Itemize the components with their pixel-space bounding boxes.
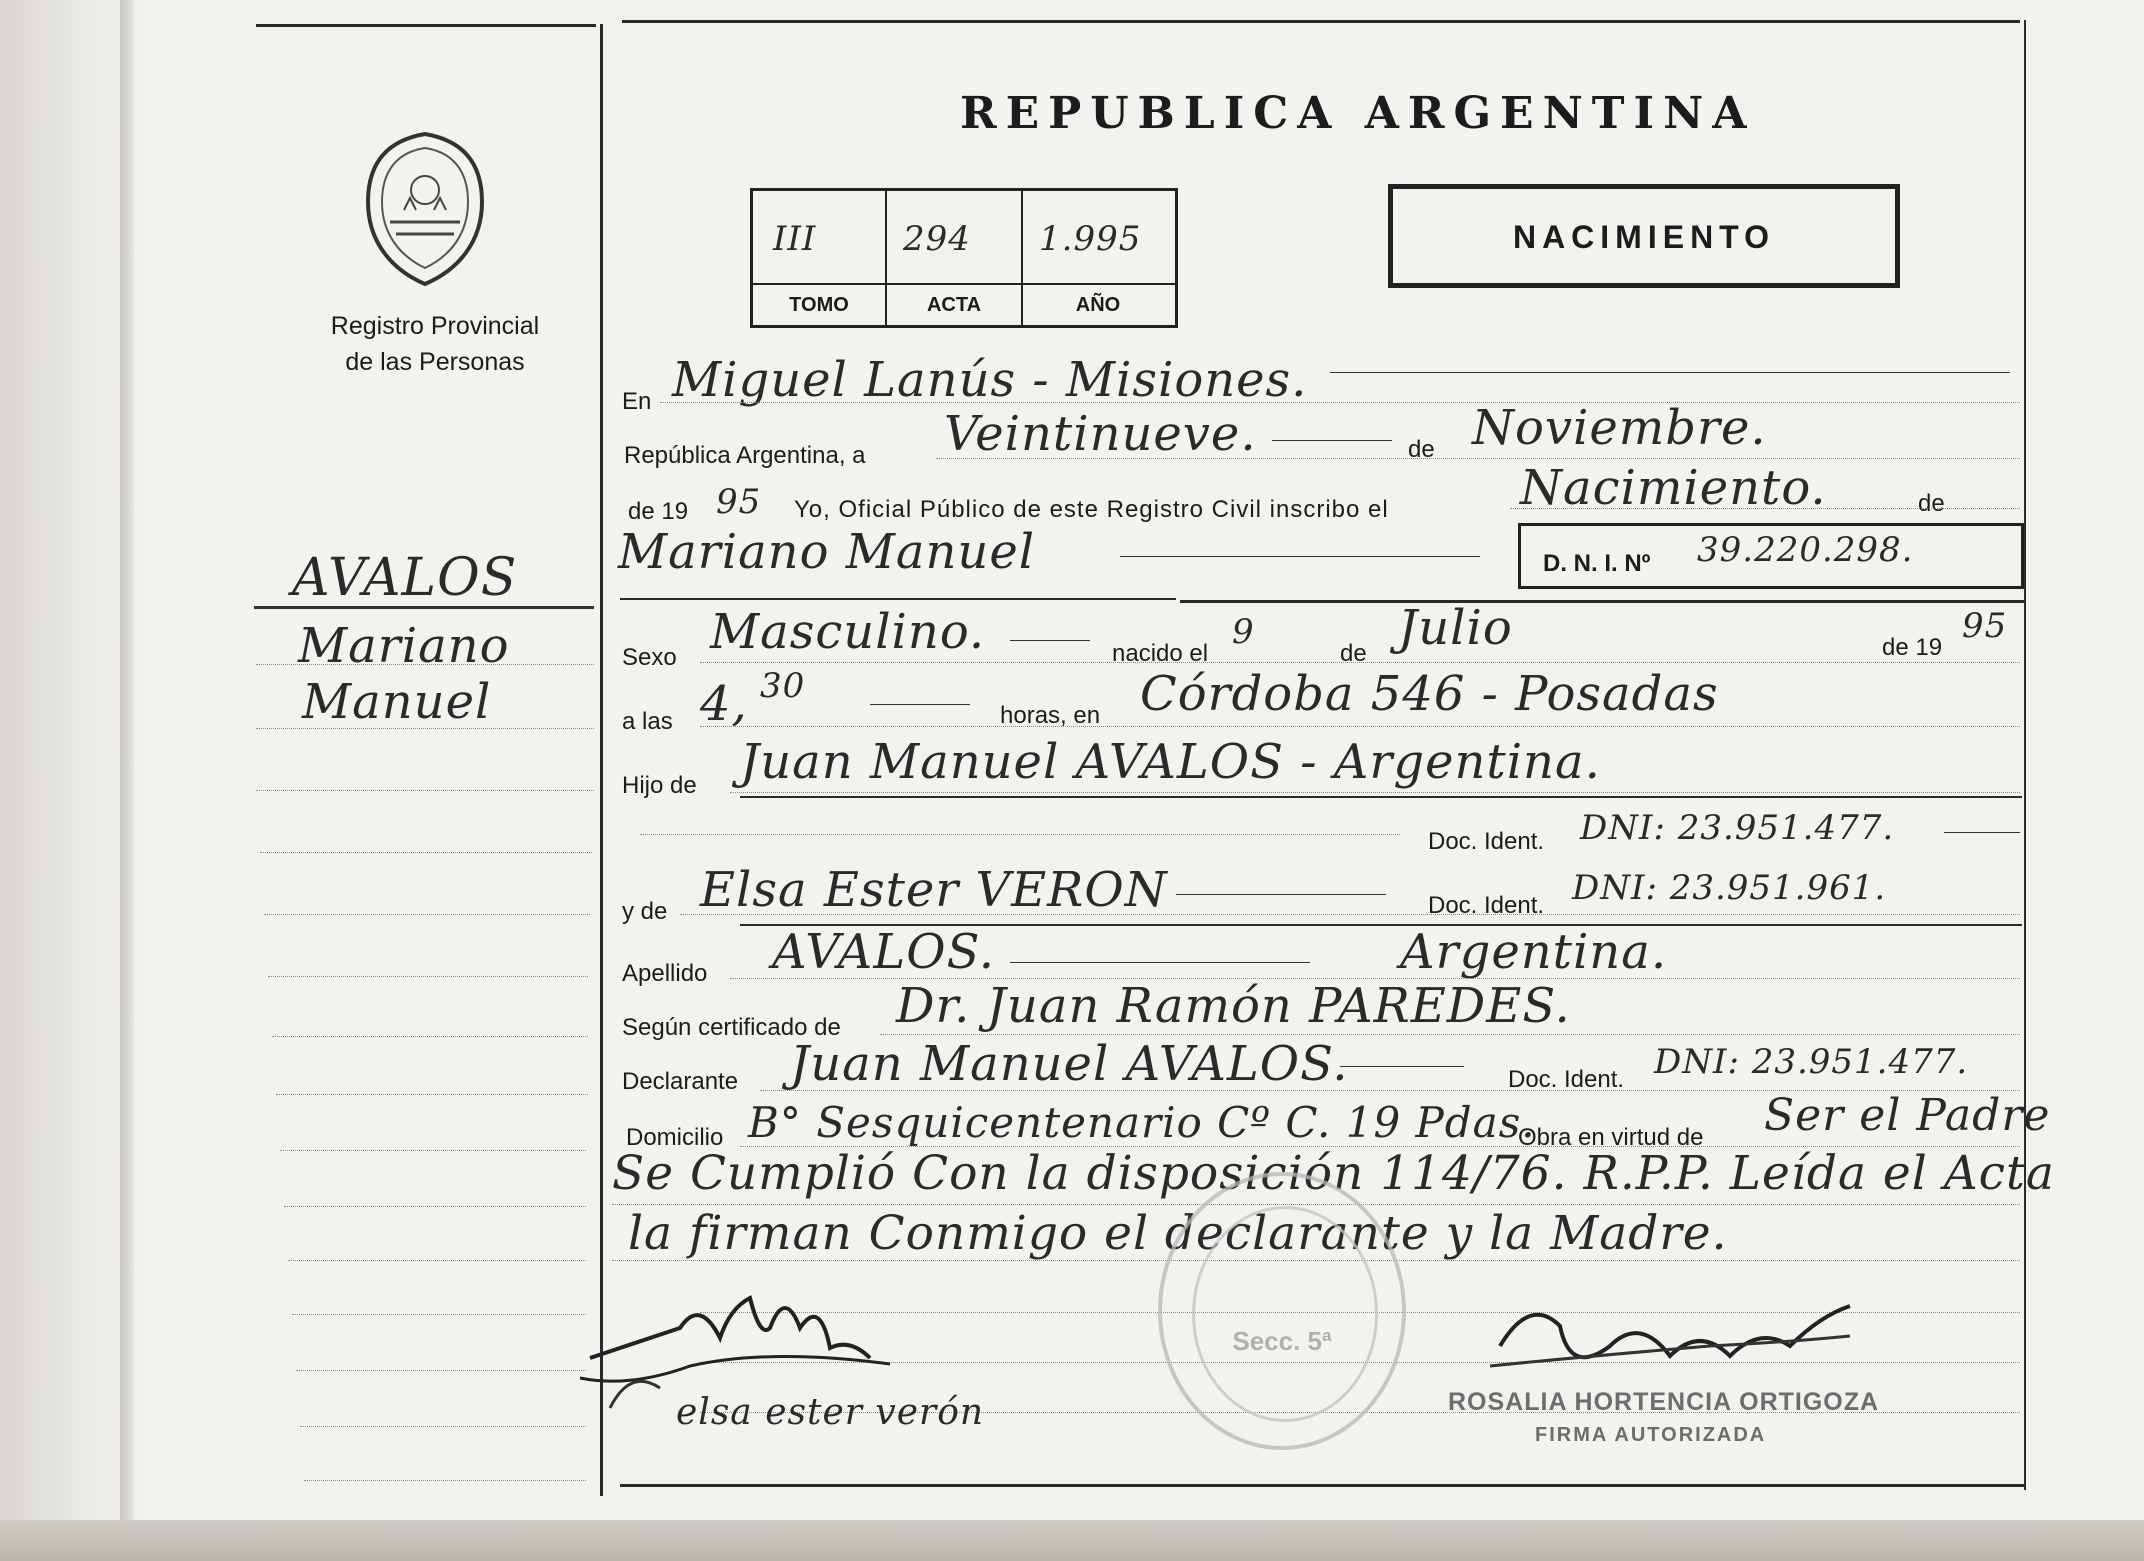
sexo-label: Sexo [622,644,677,671]
hijo-label: Hijo de [622,772,697,799]
en-label: En [622,388,652,415]
sidebar-line [284,1206,586,1207]
en-line [660,402,2020,403]
row3-line [1510,508,2020,509]
year-prefix: de 19 [628,498,689,525]
madre-signature: elsa ester verón [676,1392,985,1433]
officer-signature-icon [1470,1286,1880,1396]
minutos-value: 30 [760,666,806,706]
domicilio-value: B° Sesquicentenario Cº C. 19 Pdas. [748,1098,1536,1147]
officer-title: FIRMA AUTORIZADA [1535,1424,1767,1446]
dash [1010,640,1090,641]
book-bottom-edge [0,1520,2144,1561]
ano-label: AÑO [1075,294,1121,316]
nacido-dia: 9 [1232,612,1255,652]
registry-name-line2: de las Personas [345,348,525,376]
row5-line [700,662,2020,663]
sidebar-surname: AVALOS [292,548,518,608]
registry-seal [1158,1172,1406,1450]
republica-label: República Argentina, a [624,442,866,469]
declarante-doc: DNI: 23.951.477. [1654,1042,1969,1082]
de-label: de [1408,436,1435,463]
nacionalidad-value: Argentina. [1400,924,1668,980]
acta-label: ACTA [926,294,982,316]
record-type: NACIMIENTO [1512,219,1776,255]
dash [1340,1066,1464,1067]
segun-label: Según certificado de [622,1014,841,1041]
tomo-value: III [773,219,817,259]
row7-rule [740,796,2022,798]
yo-text: Yo, Oficial Público de este Registro Civil inscribo el [794,496,1389,523]
lugar-value: Córdoba 546 - Posadas [1140,666,1719,722]
en-value: Miguel Lanús - Misiones. [672,352,1308,408]
sidebar-line [256,790,594,791]
tomo-cell [753,191,887,325]
right-border [2024,20,2026,1490]
declarante-value: Juan Manuel AVALOS. [790,1036,1349,1092]
doc-label2: Doc. Ident. [1428,892,1545,919]
sidebar-line [288,1260,586,1261]
alas-label: a las [622,708,673,735]
nombre-line [1120,556,1480,557]
certificado-value: Dr. Juan Ramón PAREDES. [896,978,1571,1034]
registry-name-line1: Registro Provincial [330,312,540,340]
dni-value: 39.220.298. [1697,530,1914,570]
row9-line [680,914,2020,915]
year-value: 95 [716,482,762,522]
domicilio-label: Domicilio [626,1124,724,1151]
tomo-acta-ano-box [750,188,1178,328]
sidebar-line [276,1094,588,1095]
dash [1010,962,1310,963]
nota-line2: la firman Conmigo el declarante y la Madre. [628,1206,1728,1261]
obra-label: Obra en virtud de [1518,1124,1704,1151]
acta-value: 294 [903,219,971,259]
dash [1272,440,1392,441]
obra-value: Ser el Padre [1764,1090,2051,1141]
dia-value: Veintinueve. [944,406,1257,462]
sidebar-line [264,914,590,915]
hora-value: 4, [700,676,748,732]
nacido-label: nacido el [1112,640,1209,667]
sidebar-line [296,1370,586,1371]
declarante-label: Declarante [622,1068,739,1095]
dni-box [1518,523,2024,589]
bottom-rule [620,1484,2026,1487]
de-label3: de [1340,640,1367,667]
sidebar-line [260,852,592,853]
box-divider [753,283,1175,285]
doc-label3: Doc. Ident. [1508,1066,1625,1093]
sidebar-line [304,1480,586,1481]
top-rule-left [256,24,596,27]
sidebar-surname-rule [254,606,594,609]
ano-value: 1.995 [1039,219,1142,259]
dash [870,704,970,705]
seal-inner-ring [1192,1206,1378,1422]
mes-value: Noviembre. [1472,400,1767,456]
nota-line1: Se Cumplió Con la disposición 114/76. R.P.P. Leída el Acta [612,1146,2055,1201]
sidebar-line [280,1150,586,1151]
tomo-label: TOMO [789,294,849,316]
sidebar-line [268,976,588,977]
horas-label: horas, en [1000,702,1101,729]
provincia-crest-icon [360,130,490,288]
acto-value: Nacimiento. [1520,460,1827,516]
dni-label: D. N. I. Nº [1543,550,1651,577]
sidebar-line [256,664,594,665]
sidebar-line [272,1036,588,1037]
padre-value: Juan Manuel AVALOS - Argentina. [740,734,1601,790]
en-line-end [1330,372,2010,373]
sidebar-line [300,1426,586,1427]
top-rule-right [622,20,2020,23]
sexo-value: Masculino. [710,604,986,660]
apellido-value: AVALOS. [772,924,995,980]
row7-line [730,792,2020,793]
seal-text: Secc. 5ª [1232,1326,1332,1356]
sidebar-line [292,1314,586,1315]
row6-line [700,726,2020,727]
country-title: REPUBLICA ARGENTINA [960,88,1756,139]
record-type-box [1388,184,1900,288]
madre-value: Elsa Ester VERON [700,862,1168,918]
doc-label1: Doc. Ident. [1428,828,1545,855]
book-binding [120,0,134,1561]
sidebar-given2: Manuel [302,674,492,730]
officer-name: ROSALIA HORTENCIA ORTIGOZA [1448,1388,1880,1416]
madre-doc: DNI: 23.951.961. [1572,868,1887,908]
nombre-value: Mariano Manuel [618,524,1036,580]
sidebar-given1: Mariano [298,618,510,674]
nombre-rule [620,598,1176,600]
nacido-year: 95 [1962,606,2008,646]
nacido-mes: Julio [1398,600,1513,656]
apellido-label: Apellido [622,960,708,987]
row11-line [880,1034,2020,1035]
ano-cell [1023,191,1173,325]
row8-line [640,834,1400,835]
nombre-rule-right [1180,600,2026,603]
year-prefix2: de 19 [1882,634,1943,661]
padre-doc: DNI: 23.951.477. [1580,808,1895,848]
row2-line [936,458,2020,459]
dash [1944,832,2020,833]
sidebar-line [256,728,594,729]
dash [1176,894,1386,895]
yde-label: y de [622,898,668,925]
acta-cell [887,191,1023,325]
de-label2: de [1918,490,1945,517]
